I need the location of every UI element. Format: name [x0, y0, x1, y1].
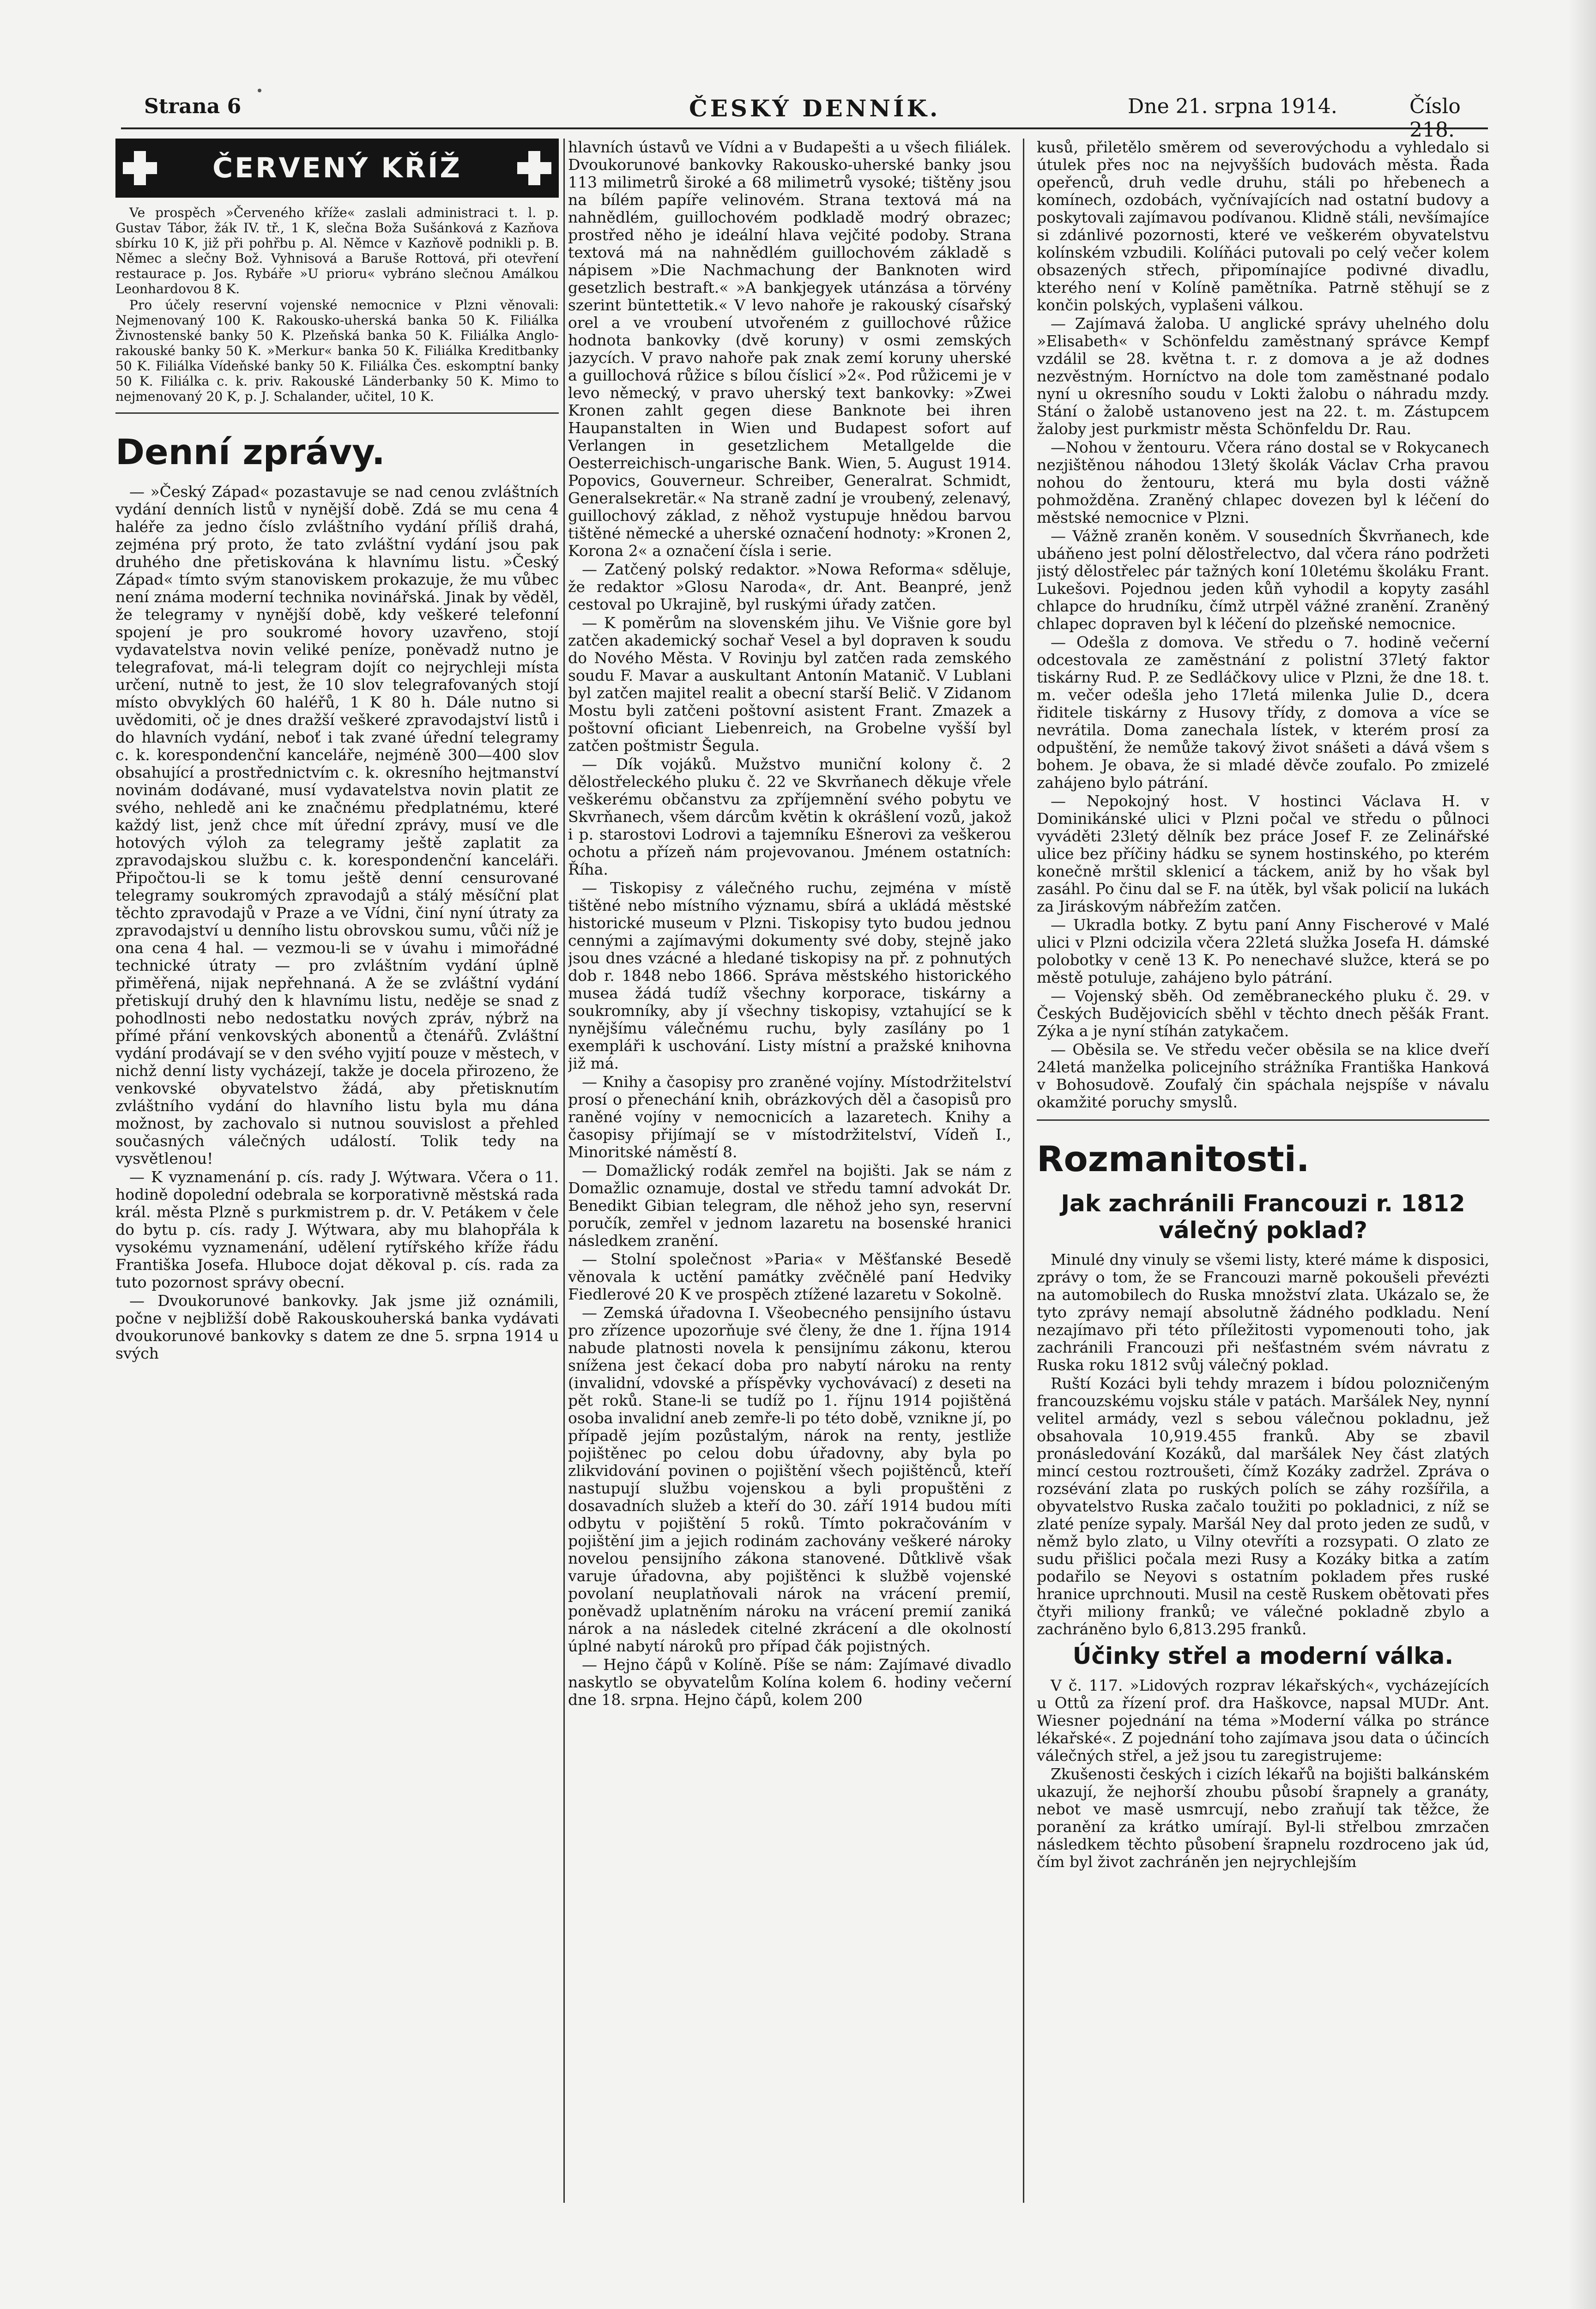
column-rule	[563, 139, 565, 2203]
article: —Nohou v žentouru. Včera ráno dostal se v Rokycanech nezjištěnou náhodou 13letý školák Václav Crha pravou nohou do žentouru, která mu byla dosti vážně pohmožděna. Zraněný chlapec dovezen byl k léčení do městské nemocnice v Plzni.	[1037, 438, 1489, 526]
article: kusů, přiletělo směrem od severovýchodu a vyhledalo si útulek přes noc na nejvyšších budovách města. Řada opeřenců, druh vedle druhu, stáli po hřebenech a komínech, ozdobách, vyčnívajících nad ostatní budovy a poskytovali zajímavou podívanou. Klidně stáli, nevšímajíce si zdánlivé pozornosti, které ve veškerém obyvatelstvu kolínském vzbudili. Kolíňáci putovali po celý večer kolem obsazených střech, připomínajíce podivné divadlu, kterého není v Kolíně pamětníka. Patrně stěhují se z končin polských, vyplašeni válkou.	[1037, 139, 1489, 314]
article-headline: Jak zachránili Francouzi r. 1812 válečný poklad?	[1061, 1190, 1465, 1244]
article: — Nepokojný host. V hostinci Václava H. v Dominikánské ulici v Plzni počal ve středu o půlnoci vyváděti 23letý dělník bez práce Josef F. ze Zelinářské ulice bez příčiny hádku se synem hostinského, po kterém konečně mrštil sklenicí a táckem, aniž by ho však byl zasáhl. Po činu dal se F. na útěk, byl však policií na lukách za Jiráskovým nábřežím zatčen.	[1037, 792, 1489, 915]
article: — »Český Západ« pozastavuje se nad cenou zvláštních vydání denních listů v nynější době. Zdá se mu cena 4 haléře za jedno číslo zvláštního vydání příliš drahá, zejména prý proto, že tato zvláštní vydání jsou pak druhého dne přetiskována k hlavnímu listu. »Český Západ« tímto svým stanoviskem prokazuje, že mu vůbec není známa moderní technika novinářská. Jinak by věděl, že telegramy v nynější době, kdy veškeré telefonní spojení je pro soukromé hovory uzavřeno, stojí vydavatelstva novin veliké peníze, poněvadž nutno je telegrafovat, má-li telegram dojít co nejrychleji místa určení, nutně to jest, že 10 slov telegrafovaných stojí místo obvyklých 60 haléřů, 1 K 80 h. Dále nutno si uvědomiti, oč je dnes dražší veškeré zpravodajství listů i do hlavních vydání, neboť i tak zvané úřední telegramy c. k. korespondenční kanceláře, nejméně 300—400 slov obsahující a prostřednictvím c. k. okresního hejtmanství novinám dodávané, musí vydavatelstva novin platit ze svého, nehledě ani ke značnému předplatnému, které každý list, jenž chce mít úřední zprávy, musí ve dle hotových výloh za telegramy ještě zaplatit za zpravodajskou službu c. k. korespondenční kanceláři. Připočtou-li se k tomu ještě denní censurované telegramy soukromých zpravodajů a stálý měsíční plat těchto zpravodajů v Praze a ve Vídni, činí nyní útraty za zpravodajství u denního listu obrovskou sumu, vůči níž je ona cena 4 hal. — vezmou-li se v úvahu i mimořádné technické útraty — pro zvláštním vydání úplně přiměřená, nijak nepřehnaná. A že se zvláštní vydání přetiskují druhý den k hlavnímu listu, neděje se snad z pohodlnosti nebo nedostatku nových zpráv, nýbrž na přímé přání venkovských abonentů a čtenářů. Zvláštní vydání prodávají se v den svého vyjití pouze v městech, v nichž denní listy vycházejí, takže je docela přirozeno, že venkovské obyvatelstvo žádá, aby přetisknutím zvláštního vydání do hlavního listu byla mu dána možnost, by zachovalo si nutnou souvislost a přehled současných válečných událostí. Tolik tedy na vysvětlenou!	[115, 483, 559, 1167]
article: — Stolní společnost »Paria« v Měšťanské Besedě věnovala k uctění památky zvěčnělé paní Hedviky Fiedlerové 20 K ve prospěch ztížené lazaretu v Sokolně.	[568, 1250, 1011, 1303]
issue-number: Číslo 218.	[1409, 95, 1461, 142]
article: — Vojenský sběh. Od zeměbraneckého pluku č. 29. v Českých Budějovicích sběhl v těchto dnech pěšák Frant. Zýka a je nyní stíhán zatykačem.	[1037, 987, 1489, 1040]
article-headline: Účinky střel a moderní válka.	[1072, 1643, 1454, 1669]
column-2	[568, 139, 1011, 2244]
article: Ruští Kozáci byli tehdy mrazem i bídou polozničeným francouzskému vojsku stále v patách. Maršálek Ney, nynní velitel armády, vezl s sebou válečnou pokladnu, jež obsahovala 10,919.455 franků. Aby se zbavil pronásledování Kozáků, dal maršálek Ney část zlatých mincí cestou roztroušeti, čímž Kozáky zadržel. Zpráva o rozsévání zlata po ruských polích se záhy rozšířila, a obyvatelstvo Ruska začalo toužiti po pokladnici, z níž se zlaté peníze sypaly. Maršál Ney dal proto jeden ze sudů, v němž bylo zlato, u Vilny otevříti a rozsypati. O zlato ze sudu přišlici počala mezi Rusy a Kozáky bitka a zatím podařilo se Neyovi s ostatním pokladem přes ruské hranice uprchnouti. Musil na cestě Ruskem obětovati přes čtyři miliony franků; ve válečné pokladně zbylo a zachráněno bylo 6,813.295 franků.	[1037, 1374, 1489, 1638]
section-rule	[115, 412, 559, 414]
article: V č. 117. »Lidových rozprav lékařských«, vycházejících u Ottů za řízení prof. dra Haškovce, napsal MUDr. Ant. Wiesner pojednání na téma »Moderní válka po stránce lékařské«. Z pojednání toho zajímava jsou data o účincích válečných střel, a jež jsou tu zaregistrujeme:	[1037, 1676, 1489, 1765]
page-number: Strana 6	[144, 95, 242, 118]
cross-icon	[120, 148, 160, 188]
column-1	[115, 139, 559, 2244]
article: — Odešla z domova. Ve středu o 7. hodině večerní odcestovala ze zaměstnání z polistní 37letý faktor tiskárny Rud. P. ze Sedláčkovy ulice v Plzni, že dne 18. t. m. večer odešla jeho 17letá milenka Julie D., dcera řiditele tiskárny z Husovy třídy, z domova a více se nevrátila. Doma zanechala lístek, v kterém prosí za odpuštění, že nemůže takový život snášeti a dává všem s bohem. Je obava, že si mladé děvče zoufalo. Po zmizelé zahájeno bylo pátrání.	[1037, 633, 1489, 792]
article: hlavních ústavů ve Vídni a v Budapešti a u všech filiálek. Dvoukorunové bankovky Rakousko-uherské banky jsou 113 milimetrů široké a 68 milimetrů vysoké; tištěny jsou na bílém papíře velinovém. Strana textová má na nahnědlém, guillochovém podkladě modrý obrazec; prostřed něho je ideální hlava vejčité podoby. Strana textová má na nahnědlém guillochovém základě s nápisem »Die Nachmachung der Banknoten wird gesetzlich bestraft.« »A bankjegyek utánzása a törvény szerint büntettetik.« V levo nahoře je rakouský císařský orel a ve vroubení utvořeném z guillochové růžice hodnota bankovky (dvě koruny) v osmi zemských jazycích. V pravo nahoře pak znak zemí koruny uherské a guillochová růžice s bílou číslicí »2«. Pod růžicemi je v levo německý, v pravo uherský text bankovky: »Zwei Kronen zahlt gegen diese Banknote bei ihren Haupanstalten in Wien und Budapest sofort auf Verlangen in gesetzlichem Metallgelde die Oesterreichisch-ungarische Bank. Wien, 5. August 1914. Popovics, Gouverneur. Schreiber, Generalrat. Schmidt, Generalsekretär.« Na straně zadní je vroubený, zelenavý, guillochový základ, z něhož vystupuje hnědou barvou tištěné německé a uherské označení hodnoty: »Kronen 2, Korona 2« a označení čísla i serie.	[568, 139, 1011, 560]
article: — Hejno čápů v Kolíně. Píše se nám: Zajímavé divadlo naskytlo se obyvatelům Kolína kolem 6. hodiny večerní dne 18. srpna. Hejno čápů, kolem 200	[568, 1656, 1011, 1709]
red-cross-banner	[115, 139, 559, 198]
banner-title: ČERVENÝ KŘÍŽ	[212, 152, 462, 184]
newspaper-title: ČESKÝ DENNÍK.	[689, 95, 941, 122]
article: — Zatčený polský redaktor. »Nowa Reforma« sděluje, že redaktor »Glosu Naroda«, dr. Ant. Beanpré, jenž cestoval po Ukrajině, byl ruskými úřady zatčen.	[568, 560, 1011, 613]
donation-note: Ve prospěch »Červeného kříže« zaslali administraci t. l. p. Gustav Tábor, žák IV. tř., 1 K, slečna Boža Sušánková z Kazňova sbírku 10 K, již při pohřbu p. Al. Němce v Kazňově podnikli p. B. Němec a slečny Bož. Vyhnisová a Baruše Rottová, při otevření restaurace p. Jos. Rybáře »U prioru« vybráno slečnou Amálkou Leonhardovou 8 K.	[115, 205, 559, 296]
article: — K poměrům na slovenském jihu. Ve Višnie gore byl zatčen akademický sochař Vesel a byl dopraven k soudu do Nového Města. V Rovinju byl zatčen rada zemského soudu F. Mavar a auskultant Antonín Matanič. V Lublani byl zatčen majitel realit a obecní starší Belič. V Zidanom Mostu byli zatčeni poštovní asistent Frant. Zmazek a poštovní oficiant Liebenreich, na Grobelne vyšší byl zatčen poštmistr Šegula.	[568, 614, 1011, 755]
column-3	[1037, 139, 1489, 2244]
article: — Tiskopisy z válečného ruchu, zejména v místě tištěné nebo místního významu, sbírá a ukládá městské historické museum v Plzni. Tiskopisy tyto budou jednou cennými a zajímavými dokumenty své doby, stejně jako jsou dnes vzácné a hledané tiskopisy na př. z pohnutých dob r. 1848 nebo 1866. Správa městského historického musea žádá tudíž všechny korporace, tiskárny a soukromníky, aby jí všechny tiskopisy, vztahující se k nynějšímu válečnému ruchu, byly zasílány po 1 exempláři k uschování. Listy místní a pražské knihovna již má.	[568, 879, 1011, 1072]
article: Minulé dny vinuly se všemi listy, které máme k disposici, zprávy o tom, že se Francouzi marně pokoušeli převézti na automobilech do Ruska množství zlata. Ukázalo se, že tyto zprávy nemají absolutně žádného podkladu. Není nezajímavo při této příležitosti vypomenouti toho, jak zachránili Francouzi při nešťastném svém návratu z Ruska roku 1812 svůj válečný poklad.	[1037, 1251, 1489, 1374]
header-rule	[121, 127, 1488, 129]
donation-note: Pro účely reservní vojenské nemocnice v Plzni věnovali: Nejmenovaný 100 K. Rakousko-uherská banka 50 K. Filiálka Živnostenské banky 50 K. Plzeňská banka 50 K. Filiálka Anglo-rakouské banky 50 K. »Merkur« banka 50 K. Filiálka Kreditbanky 50 K. Filiálka Vídeňské banky 50 K. Filiálka Čes. eskomptní banky 50 K. Filiálka c. k. priv. Rakouské Länderbanky 50 K. Mimo to nejmenovaný 20 K, p. J. Schalander, učitel, 10 K.	[115, 297, 559, 404]
article: — K vyznamenání p. cís. rady J. Wýtwara. Včera o 11. hodině dopolední odebrala se korporativně městská rada král. města Plzně s purkmistrem p. dr. V. Petákem v čele do bytu p. cís. rady J. Wýtwara, aby mu blahopřála k vysokému vyznamenání, udělení rytířského kříže řádu Františka Josefa. Hluboce dojat děkoval p. cís. rada za tuto pozornost správy obecní.	[115, 1168, 559, 1291]
article: — Dík vojáků. Mužstvo muniční kolony č. 2 dělostřeleckého pluku č. 22 ve Skvrňanech děkuje vřele veškerému občanstvu za zpříjemnění svého pobytu ve Skvrňanech, všem dárcům květin k okrášlení vozů, jakož i p. starostovi Lodrovi a tajemníku Ešnerovi za veškerou ochotu a přízeň nám projevovanou. Jménem ostatních: Říha.	[568, 755, 1011, 878]
article: — Zajímavá žaloba. U anglické správy uhelného dolu »Elisabeth« v Schönfeldu zaměstnaný správce Kempf vzdálil se 28. května t. r. z domova a je až dodnes nezvěstným. Horníctvo na dole tom zaměstnané podalo nyní u okresního soudu v Lokti žalobu o náhradu mzdy. Stání o žalobě ustanoveno jest na 22. t. m. Zástupcem žaloby jest purkmistr města Schönfeldu Dr. Rau.	[1037, 314, 1489, 438]
article: — Knihy a časopisy pro zraněné vojíny. Místodržitelství prosí o přenechání knih, obrázkových děl a časopisů pro raněné vojíny v nemocnicích a lazaretech. Knihy a časopisy přijímají se v místodržitelství, Vídeň I., Minoritské náměstí 8.	[568, 1073, 1011, 1161]
article: — Ukradla botky. Z bytu paní Anny Fischerové v Malé ulici v Plzni odcizila včera 22letá služka Josefa H. dámské polobotky v ceně 13 K. Po nenechavé služce, která se po městě potuluje, zahájeno bylo pátrání.	[1037, 916, 1489, 986]
article: Zkušenosti českých i cizích lékařů na bojišti balkánském ukazují, že nejhorší zhoubu působí šrapnely a granáty, nebot ve masě usmrcují, nebo zraňují tak těžce, že poranění za krátko umírají. Byl-li střelbou zmrzačen následkem těchto působení šrapnelu rozdroceno jak úd, čím byl život zachráněn jen nejrychlejším	[1037, 1765, 1489, 1871]
article: — Domažlický rodák zemřel na bojišti. Jak se nám z Domažlic oznamuje, dostal ve středu tamní advokát Dr. Benedikt Gibian telegram, dle něhož jeho syn, reservní poručík, zemřel v jednom lazaretu na bosenské hranici následkem zranění.	[568, 1161, 1011, 1250]
article: — Oběsila se. Ve středu večer oběsila se na klice dveří 24letá manželka policejního strážníka Františka Hanková v Bohosudově. Zoufalý čin spáchala nejspíše v návalu okamžité poruchy smyslů.	[1037, 1040, 1489, 1111]
cross-icon	[514, 148, 554, 188]
section-heading: Denní zprávy.	[115, 431, 385, 472]
column-rule	[1023, 139, 1024, 2203]
article: — Dvoukorunové bankovky. Jak jsme již oznámili, počne v nejbližší době Rakouskouherská banka vydávati dvoukorunové bankovky s datem ze dne 5. srpna 1914 u svých	[115, 1292, 559, 1362]
article: — Vážně zraněn koněm. V sousedních Škvrňanech, kde ubáňeno jest polní dělostřelectvo, dal včera ráno podržeti jistý dělostřelec pár tažných koní 10letému školáku Frant. Lukešovi. Pojednou jeden kůň vyhodil a kopyty zasáhl chlapce do hrudníku, čímž utrpěl vážné zranění. Zraněný chlapec dopraven byl k léčení do plzeňské nemocnice.	[1037, 527, 1489, 633]
ink-dot	[258, 89, 261, 92]
section-rule	[1037, 1119, 1489, 1121]
article: — Zemská úřadovna I. Všeobecného pensijního ústavu pro zřízence upozorňuje své členy, že dne 1. října 1914 nabude platnosti novela k pensijnímu zákonu, kterou snížena jest čekací doba pro nabytí nároku na renty (invalidní, vdovské a příspěvky vychovávací) z deseti na pět roků. Stane-li se tudíž po 1. říjnu 1914 pojištěná osoba invalidní aneb zemře-li po této době, vznikne jí, po případě jejím pozůstalým, nárok na renty, jestliže pojištěnec po celou dobu úřadovny, aby byla po zlikvidování povinen o pojištění všech pojištěnců, kteří nastupují službu vojenskou a byli propuštěni z dosavadních služeb a kteří do 30. září 1914 budou míti odbytu v pojištění 5 roků. Tímto pokračováním v pojištění jim a jejich rodinám zachovány veškeré nároky novelou pensijního zákona stanovené. Důtklivě však varuje úřadovna, aby pojištěnci k službě vojenské povolaní neuplatňovali nárok na vrácení premií, poněvadž uplatněním nároku na vrácení premií zaniká nárok a na následek citelné zkrácení a dle okolností úplné nabytí nároků pro případ čák pojistných.	[568, 1304, 1011, 1655]
page-header	[121, 95, 1488, 142]
page-edge-shadow	[1568, 0, 1596, 2309]
section-heading: Rozmanitosti.	[1037, 1138, 1310, 1179]
issue-date: Dne 21. srpna 1914.	[1128, 95, 1337, 118]
